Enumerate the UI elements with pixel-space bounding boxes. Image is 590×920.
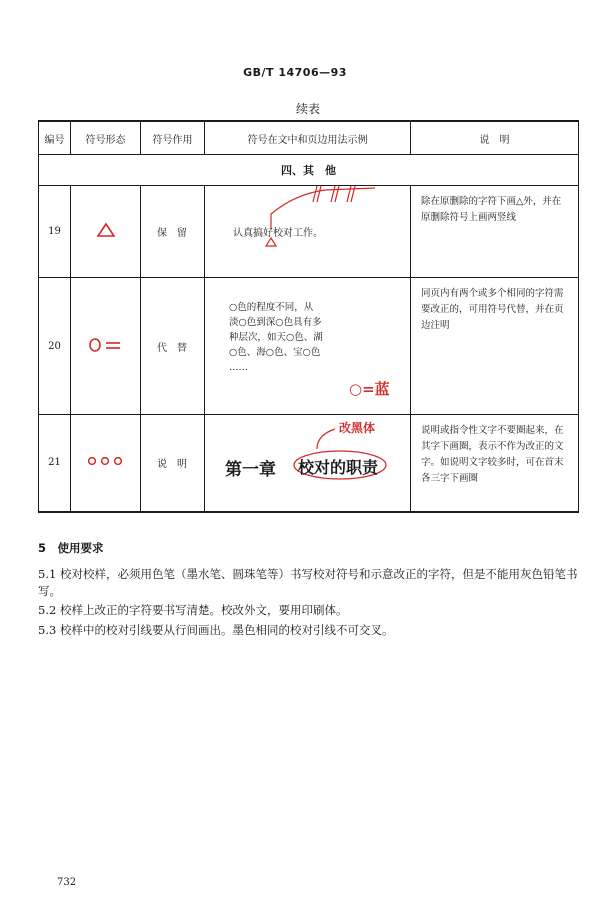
symbol-table-container — [38, 98, 578, 513]
table-row — [39, 186, 579, 278]
example-line: 种层次，如天○色、湖 — [229, 332, 323, 343]
margin-note: ○=蓝 — [349, 380, 390, 398]
row-function: 保留 — [141, 186, 205, 278]
row-explanation: 说明或指令性文字不要圈起来，在其字下画圈，表示不作为改正的文字。如说明文字较多时，可在首末各三字下画圈 — [411, 415, 579, 512]
example-line: …… — [229, 362, 248, 373]
col-header-symbol-form: 符号形态 — [71, 121, 141, 155]
example-line: 淡○色到深○色具有多 — [229, 317, 322, 328]
example-cell — [205, 186, 411, 278]
section-row — [39, 155, 579, 186]
requirement-text: 校对校样，必须用色笔（墨水笔、圆珠笔等）书写校对符号和示意改正的字符，但是不能用灰色铅笔书写。 — [38, 567, 578, 598]
requirement-id: 5.3 — [38, 623, 57, 637]
table-header-row — [39, 121, 579, 155]
requirement-item — [38, 622, 578, 639]
section-title: 四、其 他 — [39, 155, 579, 186]
page-number: 732 — [57, 877, 77, 888]
requirement-id: 5.2 — [38, 603, 57, 617]
col-header-number: 编号 — [39, 121, 71, 155]
annotation-text: 改黑体 — [339, 421, 376, 435]
requirement-text: 校样中的校对引线要从行间画出。墨色相同的校对引线不可交叉。 — [59, 623, 394, 637]
row-explanation: 除在原删除的字符下画△外，并在原删除符号上画两竖线 — [411, 186, 579, 278]
col-header-usage-example: 符号在文中和页边用法示例 — [205, 121, 411, 155]
row-number: 21 — [39, 415, 71, 512]
standard-code: GB/T 14706—93 — [243, 66, 347, 79]
example-title: 校对的职责 — [298, 458, 379, 477]
example-chapter: 第一章 — [225, 460, 276, 480]
requirement-text: 校样上改正的字符要书写清楚。校改外文，要用印刷体。 — [59, 603, 348, 617]
requirement-id: 5.1 — [38, 567, 57, 581]
example-line: ○色、海○色、宝○色 — [229, 347, 321, 358]
table-row — [39, 278, 579, 415]
example-paragraph — [229, 300, 323, 375]
proofreading-symbol-table — [38, 120, 579, 513]
table-caption: 续表 — [295, 102, 320, 116]
row-function: 代替 — [141, 278, 205, 415]
example-text: 认真搞好校对工作。 — [233, 228, 323, 239]
substitute-symbol-icon — [86, 337, 126, 353]
symbol-cell — [71, 186, 141, 278]
requirement-item — [38, 602, 578, 619]
explanation-circles-icon — [86, 455, 126, 467]
symbol-cell — [71, 278, 141, 415]
requirements-heading: 5 使用要求 — [38, 541, 104, 555]
example-cell — [205, 278, 411, 415]
row-number: 19 — [39, 186, 71, 278]
row-number: 20 — [39, 278, 71, 415]
col-header-symbol-function: 符号作用 — [141, 121, 205, 155]
example-cell — [205, 415, 411, 512]
table-row — [39, 415, 579, 512]
symbol-cell — [71, 415, 141, 512]
retain-triangle-icon — [96, 222, 116, 238]
row-explanation: 同页内有两个或多个相同的字符需要改正的，可用符号代替，并在页边注明 — [411, 278, 579, 415]
example-line: ○色的程度不同，从 — [229, 302, 314, 313]
retain-mark-icon — [205, 186, 411, 278]
requirement-item — [38, 566, 578, 600]
row-function: 说明 — [141, 415, 205, 512]
col-header-explanation: 说 明 — [411, 121, 579, 155]
